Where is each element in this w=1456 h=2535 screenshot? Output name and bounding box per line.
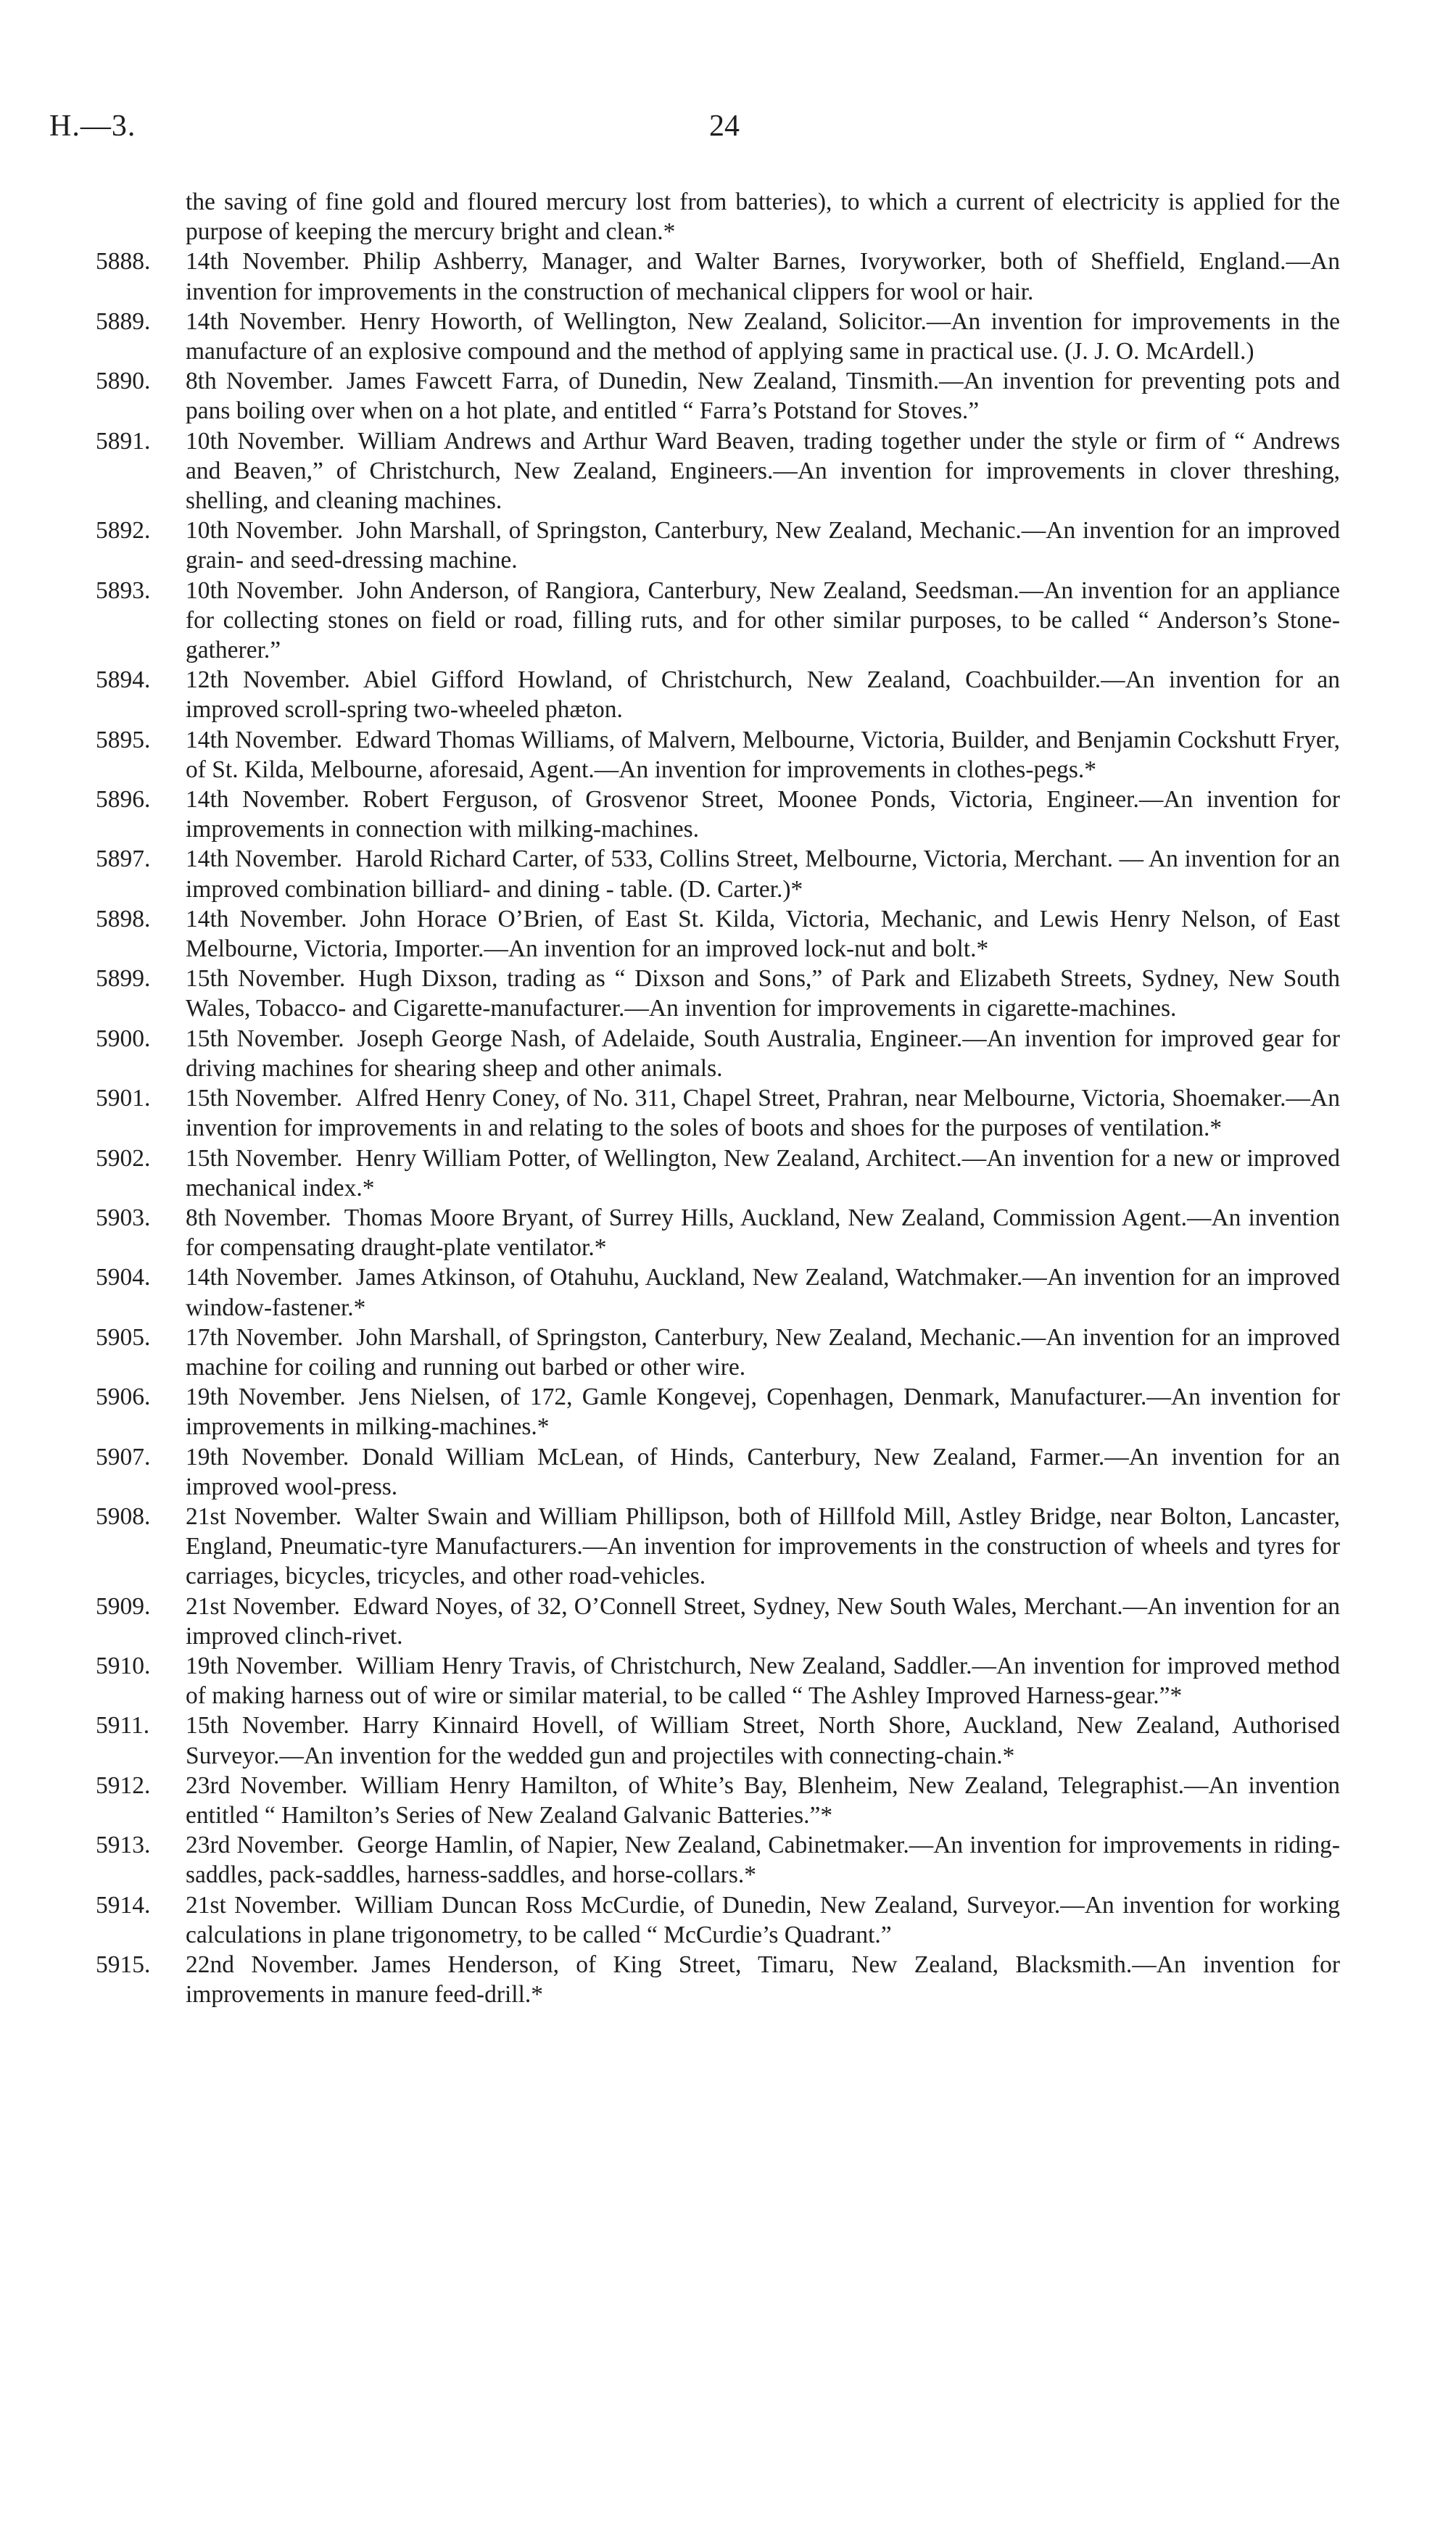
entry-number: 5907. [96,1443,151,1471]
entry-text: William Duncan Ross McCurdie, of Dunedin, New Zealand, Surveyor.—An invention for working calculations in plane trigonometry, to be called “ McCurdie’s Quadrant.” [186,1891,1341,1948]
entry-number: 5892. [96,517,151,545]
entry-number: 5910. [96,1652,151,1679]
entry-number: 5905. [96,1323,151,1351]
entry-date: 14th November. [186,786,350,814]
entry-date: 14th November. [186,1264,343,1291]
entry-text: Henry William Potter, of Wellington, New Zealand, Architect.—An invention for a new or improved mechanical index.* [186,1144,1340,1202]
entry-number: 5889. [96,307,151,335]
patent-entry [0,785,1340,844]
entry-text: Harold Richard Carter, of 533, Collins Street, Melbourne, Victoria, Merchant. — An invention for an improved combination billiard- and dining - table. (D. Carter.)* [186,845,1340,903]
entry-number: 5890. [96,368,151,395]
entry-date: 23rd November. [186,1771,348,1799]
patent-entry [0,516,1340,575]
entry-number: 5904. [96,1264,151,1291]
entry-text: Thomas Moore Bryant, of Surrey Hills, Auckland, New Zealand, Commission Agent.—An invention for compensating draught-plate ventilator.* [186,1204,1340,1262]
continued-text: the saving of fine gold and floured mercury lost from batteries), to which a current of electricity is applied for the purpose of keeping the mercury bright and clean.* [186,189,1340,246]
entry-date: 15th November. [186,1085,343,1112]
entry-date: 10th November. [186,517,344,545]
entry-number: 5903. [96,1204,151,1231]
entry-text: Henry Howorth, of Wellington, New Zealand, Solicitor.—An invention for improvements in the manufacture of an explosive compound and the method of applying same in practical use. (J. J. O. McArdell.) [186,307,1340,365]
entry-date: 21st November. [186,1592,340,1620]
entry-text: Edward Noyes, of 32, O’Connell Street, Sydney, New South Wales, Merchant.—An invention for an improved clinch-rivet. [186,1592,1341,1650]
patent-entry [0,1024,1340,1083]
entry-date: 21st November. [186,1502,342,1530]
entry-text: Hugh Dixson, trading as “ Dixson and Sons,” of Park and Elizabeth Streets, Sydney, New South Wales, Tobacco- and Cigarette-manufacturer.—An invention for improvements in cigarette-machines. [186,965,1340,1022]
entry-date: 23rd November. [186,1832,344,1859]
entry-date: 19th November. [186,1652,344,1679]
entry-number: 5900. [96,1025,151,1052]
entry-text: John Horace O’Brien, of East St. Kilda, Victoria, Mechanic, and Lewis Henry Nelson, of East Melbourne, Victoria, Importer.—An invention for an improved lock-nut and bolt.* [186,905,1340,963]
entry-date: 15th November. [186,1712,349,1740]
entry-text: William Andrews and Arthur Ward Beaven, trading together under the style or firm of “ Andrews and Beaven,” of Christchurch, New Zealand, Engineers.—An invention for improvements in clover threshing, shelling, and cleaning machines. [186,427,1341,515]
entry-text: James Fawcett Farra, of Dunedin, New Zealand, Tinsmith.—An invention for preventing pots and pans boiling over when on a hot plate, and entitled “ Farra’s Potstand for Stoves.” [186,368,1340,425]
entry-text: Alfred Henry Coney, of No. 311, Chapel Street, Prahran, near Melbourne, Victoria, Shoemaker.—An invention for improvements in and relating to the soles of boots and shoes for the purposes of ventilation.* [186,1085,1340,1142]
entry-text: Philip Ashberry, Manager, and Walter Barnes, Ivoryworker, both of Sheffield, England.—An invention for improvements in the construction of mechanical clippers for wool or hair. [186,248,1340,305]
patent-entry [0,1771,1340,1830]
patent-entry [0,366,1340,426]
entry-date: 10th November. [186,427,345,455]
patent-entry [0,964,1340,1023]
entry-number: 5915. [96,1951,151,1978]
entry-number: 5893. [96,576,151,604]
patent-entry [0,1083,1340,1143]
patent-entry [0,1651,1340,1711]
entry-text: Donald William McLean, of Hinds, Canterbury, New Zealand, Farmer.—An invention for an improved wool-press. [186,1443,1340,1500]
patent-entry [0,247,1340,306]
entry-text: James Atkinson, of Otahuhu, Auckland, New Zealand, Watchmaker.—An invention for an improved window-fastener.* [186,1264,1340,1321]
entry-date: 15th November. [186,965,346,993]
patent-entry [0,426,1340,516]
entry-date: 14th November. [186,248,350,276]
entry-text: Harry Kinnaird Hovell, of William Street, North Shore, Auckland, New Zealand, Authorised Surveyor.—An invention for the wedded gun and projectiles with connecting-chain.* [186,1712,1341,1769]
entry-text: James Henderson, of King Street, Timaru, New Zealand, Blacksmith.—An invention for improvements in manure feed-drill.* [186,1951,1340,2009]
entry-date: 8th November. [186,1204,331,1231]
entry-text: William Henry Hamilton, of White’s Bay, Blenheim, New Zealand, Telegraphist.—An invention entitled “ Hamilton’s Series of New Zealand Galvanic Batteries.”* [186,1771,1340,1829]
patent-entry [0,1830,1340,1890]
entry-number: 5901. [96,1085,151,1112]
entry-number: 5912. [96,1771,151,1799]
entry-date: 8th November. [186,368,334,395]
entry-date: 14th November. [186,726,343,753]
entry-date: 19th November. [186,1443,349,1471]
patent-entry [0,1711,1340,1770]
entry-number: 5909. [96,1592,151,1620]
entry-number: 5898. [96,905,151,932]
entry-date: 15th November. [186,1144,343,1172]
entry-text: Edward Thomas Williams, of Malvern, Melbourne, Victoria, Builder, and Benjamin Cockshutt Fryer, of St. Kilda, Melbourne, aforesaid, Agent.—An invention for improvements in clothes-pegs.* [186,726,1340,783]
entry-number: 5906. [96,1384,151,1411]
entry-number: 5891. [96,427,151,455]
entry-date: 19th November. [186,1384,346,1411]
patent-entry [0,904,1340,964]
patent-entry [0,1144,1340,1203]
patent-entry [0,1890,1340,1950]
patent-entry [0,1502,1340,1592]
entry-number: 5894. [96,666,151,694]
entry-text: Abiel Gifford Howland, of Christchurch, New Zealand, Coachbuilder.—An invention for an improved scroll-spring two-wheeled phæton. [186,666,1340,724]
entry-list [0,247,1456,2009]
entry-number: 5888. [96,248,151,276]
entry-date: 10th November. [186,576,344,604]
entry-date: 14th November. [186,845,343,873]
patent-entry [0,1382,1340,1442]
entry-number: 5897. [96,845,151,873]
patent-entry [0,1323,1340,1382]
patent-entry [0,844,1340,903]
entry-text: Robert Ferguson, of Grosvenor Street, Moonee Ponds, Victoria, Engineer.—An invention for improvements in connection with milking-machines. [186,786,1340,843]
patent-entry [0,1262,1340,1322]
entry-date: 14th November. [186,905,347,932]
entry-text: John Anderson, of Rangiora, Canterbury, New Zealand, Seedsman.—An invention for an appliance for collecting stones on field or road, filling ruts, and for other similar purposes, to be called “ Anderson’s Stone-gatherer.” [186,576,1340,664]
entry-number: 5895. [96,726,151,753]
entry-number: 5908. [96,1502,151,1530]
patent-entries [0,187,1456,2009]
entry-number: 5911. [96,1712,150,1740]
patent-entry [0,1950,1340,2009]
patent-entry [0,665,1340,724]
entry-text: John Marshall, of Springston, Canterbury, New Zealand, Mechanic.—An invention for an improved grain- and seed-dressing machine. [186,517,1340,574]
entry-date: 12th November. [186,666,350,694]
entry-text: Joseph George Nash, of Adelaide, South Australia, Engineer.—An invention for improved gear for driving machines for shearing sheep and other animals. [186,1025,1340,1082]
entry-number: 5914. [96,1891,151,1919]
document-reference: H.—3. [49,109,136,143]
continued-entry [0,187,1340,247]
patent-entry [0,576,1340,666]
page-number: 24 [709,109,740,143]
entry-text: George Hamlin, of Napier, New Zealand, Cabinetmaker.—An invention for improvements in riding-saddles, pack-saddles, harness-saddles, and horse-collars.* [186,1832,1341,1889]
entry-date: 21st November. [186,1891,342,1919]
patent-entry [0,1592,1340,1651]
entry-text: John Marshall, of Springston, Canterbury, New Zealand, Mechanic.—An invention for an improved machine for coiling and running out barbed or other wire. [186,1323,1340,1381]
patent-entry [0,725,1340,785]
entry-number: 5899. [96,965,151,993]
entry-number: 5896. [96,786,151,814]
entry-date: 14th November. [186,307,347,335]
entry-date: 17th November. [186,1323,344,1351]
patent-entry [0,1442,1340,1502]
entry-date: 15th November. [186,1025,344,1052]
entry-text: Jens Nielsen, of 172, Gamle Kongevej, Copenhagen, Denmark, Manufacturer.—An invention for improvements in milking-machines.* [186,1384,1340,1441]
page-header [49,109,1347,152]
entry-number: 5913. [96,1832,151,1859]
entry-text: Walter Swain and William Phillipson, both of Hillfold Mill, Astley Bridge, near Bolton, Lancaster, England, Pneumatic-tyre Manufacturers.—An invention for improvements in the construction of wheels and tyres for carriages, bicycles, tricycles, and other road-vehicles. [186,1502,1341,1590]
entry-date: 22nd November. [186,1951,359,1978]
patent-entry [0,307,1340,366]
patent-entry [0,1203,1340,1262]
entry-text: William Henry Travis, of Christchurch, New Zealand, Saddler.—An invention for improved method of making harness out of wire or similar material, to be called “ The Ashley Improved Harness-gear.”* [186,1652,1340,1710]
entry-number: 5902. [96,1144,151,1172]
